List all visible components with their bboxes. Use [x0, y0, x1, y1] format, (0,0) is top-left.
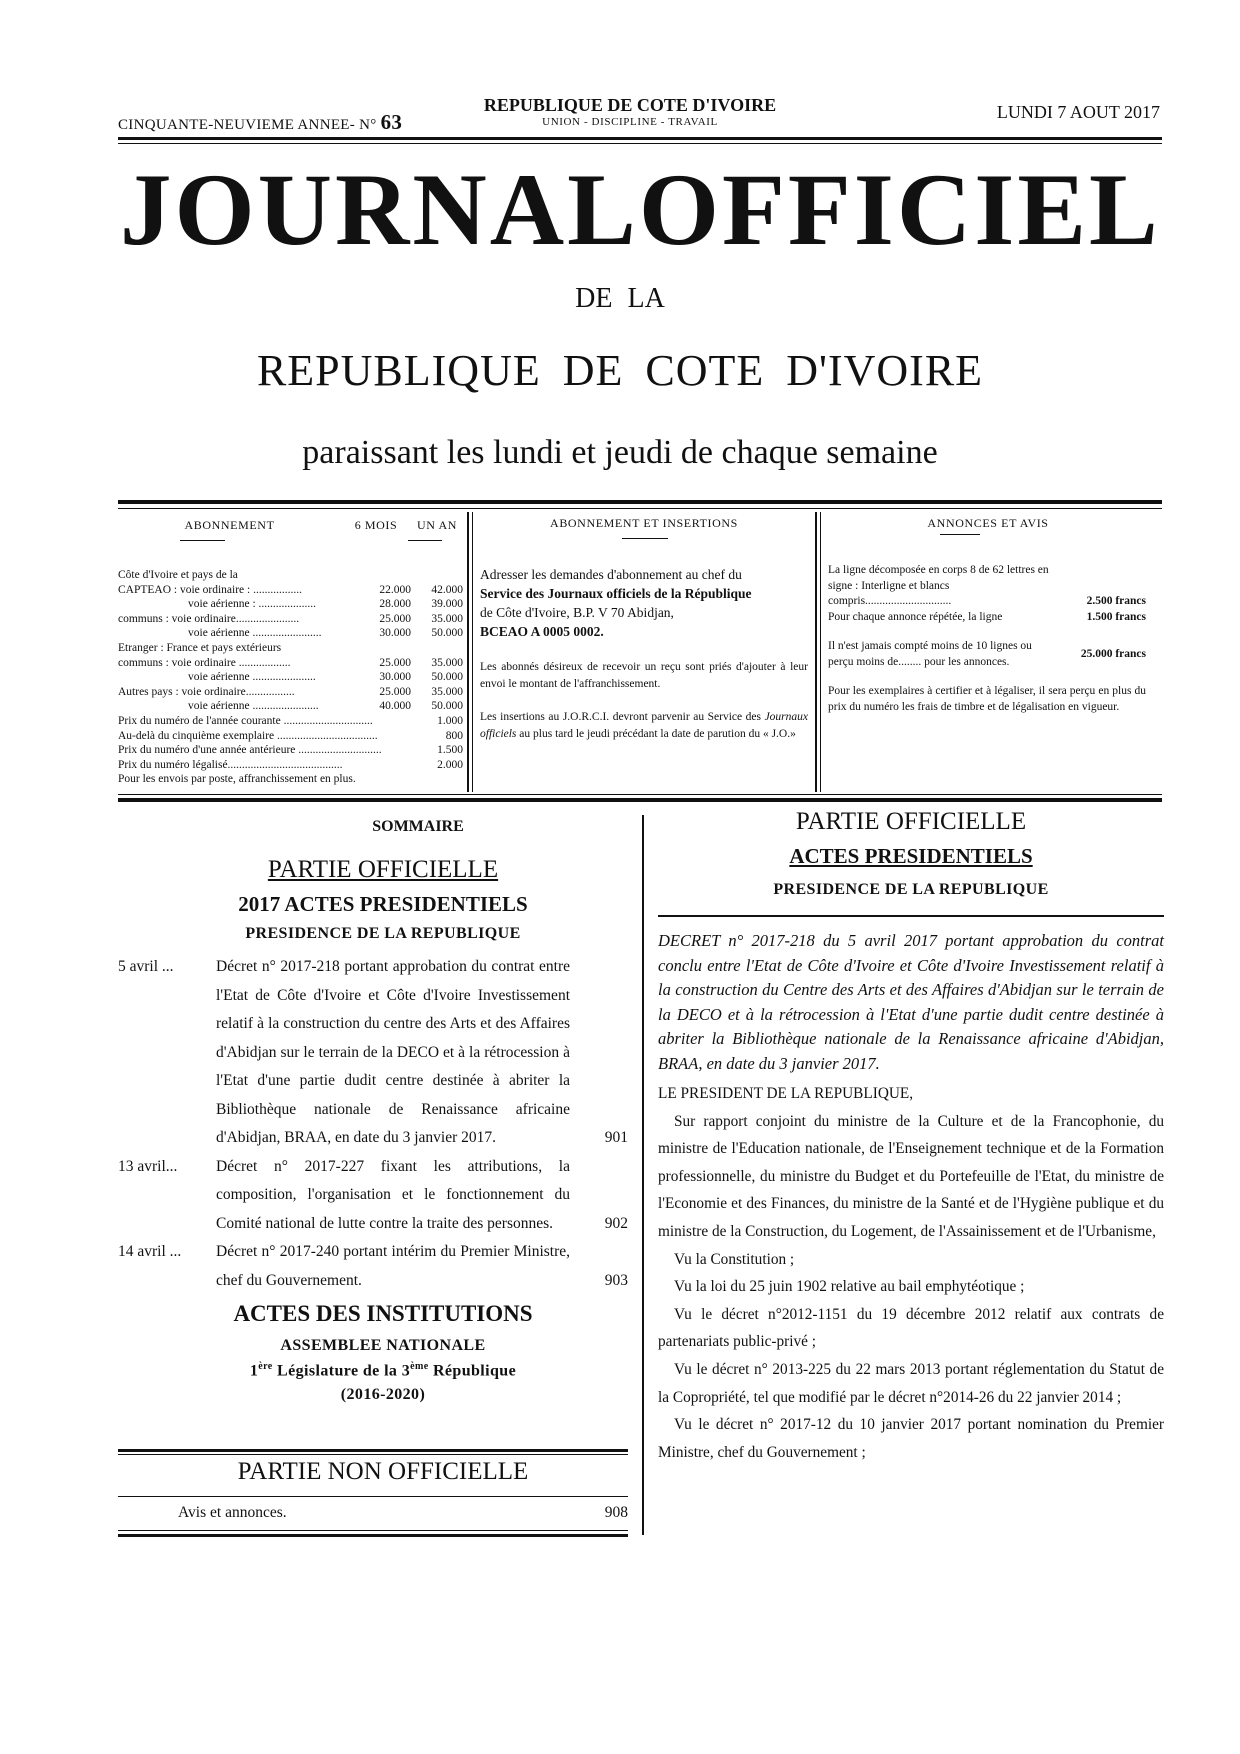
abonnement-row-6mois	[373, 714, 421, 729]
abonnement-row-label: Prix du numéro de l'année courante ...............................	[118, 714, 373, 727]
legislature-sup2: ème	[410, 1361, 429, 1372]
footer-rule	[118, 1534, 628, 1537]
header-republic-name: REPUBLIQUE DE COTE D'IVOIRE	[483, 95, 777, 115]
abonnement-row-unan: 800	[445, 729, 463, 742]
abonnement-row-unan: 2.000	[437, 758, 463, 771]
abonnement-row-unan: 1.500	[437, 744, 463, 757]
abonnement-row-label: CAPTEAO : voie ordinaire : .................	[118, 583, 302, 596]
insertions-p3	[480, 709, 808, 743]
insertions-p1-line4: BCEAO A 0005 0002.	[480, 624, 604, 639]
abonnement-row-label: Etranger : France et pays extérieurs	[118, 641, 282, 654]
annonces-row-2-price: 1.500 francs	[1086, 610, 1146, 623]
insertions-p1-line3: de Côte d'Ivoire, B.P. V 70 Abidjan,	[480, 605, 674, 620]
toc-item[interactable]	[118, 953, 628, 1153]
right-partie-officielle	[658, 808, 1164, 836]
visa-paragraph: Vu la Constitution ;	[674, 1250, 795, 1268]
box-divider-2b	[820, 512, 821, 792]
abonnement-row-label: voie aérienne .......................	[188, 700, 319, 713]
issue-number	[118, 110, 402, 135]
insertions-header: ABONNEMENT ET INSERTIONS	[550, 516, 738, 530]
abonnement-row	[118, 743, 463, 758]
abonnement-row	[118, 699, 463, 714]
abonnement-table	[118, 568, 463, 787]
box-rule-top-thin	[118, 508, 1162, 509]
toc-item[interactable]	[118, 1153, 628, 1239]
abonnement-row-unan: 39.000	[431, 598, 463, 611]
masthead-title	[120, 150, 1160, 270]
abonnement-row	[118, 685, 463, 700]
abonnement-row	[118, 568, 463, 583]
abonnement-row-label: voie aérienne ......................	[188, 671, 316, 684]
annonces-row-3-text: Il n'est jamais compté moins de 10 lignes ou perçu moins de........ pour les annonces.	[828, 640, 1032, 668]
abonnement-row-unan: 35.000	[431, 685, 463, 698]
le-president: LE PRESIDENT DE LA REPUBLIQUE,	[658, 1085, 914, 1102]
legislature-sup1: ère	[258, 1361, 273, 1372]
legislature-text-1: Législature de la 3	[272, 1362, 411, 1380]
annonces-row-3-price: 25.000 francs	[1080, 647, 1146, 660]
box-divider-1	[467, 512, 469, 792]
header-motto: UNION - DISCIPLINE - TRAVAIL	[542, 116, 718, 128]
abonnement-row-6mois	[351, 568, 411, 583]
abonnement-row-unan: 50.000	[431, 671, 463, 684]
annonces-underline	[940, 534, 980, 535]
toc-item-page: 901	[604, 1129, 628, 1146]
box-divider-1b	[472, 512, 473, 792]
abonnement-row-label: communs : voie ordinaire......................	[118, 612, 300, 625]
decret-title: DECRET n° 2017-218 du 5 avril 2017 portant approbation du contrat conclu entre l'Etat de Côte d'Ivoire et Côte d'Ivoire Investissement relatif à la construction du Centre des Arts et des Affaires d'Abidjan sur le terrain de la DECO et à la rétrocession à l'Etat d'une partie dudit centre destinée à abriter la Bibliothèque nationale de la Renaissance africaine d'Abidjan, BRAA, en date du 3 janvier 2017.	[658, 931, 1164, 1073]
toc-item-date: 14 avril ...	[118, 1243, 182, 1260]
toc-item-date: 5 avril ...	[118, 958, 174, 975]
toc-item-date: 13 avril...	[118, 1157, 178, 1175]
abonnement-col-unan: UN AN	[416, 518, 457, 532]
box-rule-top	[118, 500, 1162, 504]
abonnement-row-6mois: 22.000	[379, 583, 411, 596]
abonnement-underline	[180, 540, 225, 541]
abonnement-row-6mois	[356, 772, 413, 787]
abonnement-row	[118, 597, 463, 612]
abonnement-row-label: Côte d'Ivoire et pays de la	[118, 569, 238, 581]
sommaire-toc	[118, 953, 628, 1295]
annonces-row-2-text: Pour chaque annonce répétée, la ligne	[828, 610, 1003, 623]
sommaire-rule-thin	[118, 1454, 628, 1455]
sommaire-presidence: PRESIDENCE DE LA REPUBLIQUE	[245, 925, 521, 942]
toc-item-page: 902	[604, 1214, 628, 1232]
insertions-body	[480, 565, 808, 743]
issue-date: LUNDI 7 AOUT 2017	[996, 102, 1160, 122]
abonnement-row-unan: 42.000	[431, 583, 463, 596]
abonnement-row-label: Prix du numéro légalisé........................................	[118, 758, 343, 771]
box-rule-bottom	[118, 798, 1162, 802]
right-presidence: PRESIDENCE DE LA REPUBLIQUE	[773, 881, 1049, 898]
abonnement-header	[118, 518, 463, 533]
abonnement-row	[118, 612, 463, 627]
sommaire-assemblee: ASSEMBLEE NATIONALE	[280, 1337, 486, 1354]
abonnement-row-unan	[411, 568, 463, 583]
abonnement-row-unan: 50.000	[431, 627, 463, 640]
visa-paragraph: Sur rapport conjoint du ministre de la Culture et de la Francophonie, du ministre de l'Education nationale, de l'Enseignement technique et de la Formation professionnelle, du ministre du Budget et du Portefeuille de l'Etat, du ministre de l'Economie et des Finances, du ministre de la Santé et de l'Hygiène publique et du ministre de la Construction, du Logement, de l'Assainissement et de l'Urbanisme,	[658, 1112, 1164, 1240]
abonnement-row-unan: 50.000	[431, 700, 463, 713]
annonces-row-1-text: La ligne décomposée en corps 8 de 62 lettres en signe : Interligne et blancs compris..............................	[828, 564, 1049, 607]
abonnement-row-6mois: 25.000	[379, 656, 411, 669]
toc-avis-page: 908	[604, 1504, 628, 1521]
annonces-row-1	[828, 563, 1146, 610]
abonnement-row-label: Autres pays : voie ordinaire.................	[118, 685, 295, 698]
column-divider	[642, 815, 644, 1535]
box-divider-2	[815, 512, 817, 792]
sommaire-periode: (2016-2020)	[340, 1386, 426, 1404]
abonnement-row-unan: 1.000	[437, 714, 463, 727]
abonnement-row	[118, 714, 463, 729]
abonnement-row-unan: 35.000	[431, 612, 463, 625]
box-rule-bottom-thin	[118, 794, 1162, 795]
masthead-frequency: paraissant les lundi et jeudi de chaque semaine	[302, 434, 938, 471]
issue-number-value: 63	[380, 110, 403, 134]
sommaire-legislature	[118, 1361, 628, 1380]
insertions-p3-a: Les insertions au J.O.R.C.I. devront parvenir au Service des	[480, 711, 762, 723]
toc-item-desc: Décret n° 2017-227 fixant les attributions, la composition, l'organisation et le fonctionnement du Comité national de lutte contre la traite des personnes.	[216, 1157, 570, 1232]
masthead-republique: REPUBLIQUE DE COTE D'IVOIRE	[256, 346, 984, 395]
toc-item-desc: Décret n° 2017-240 portant intérim du Premier Ministre, chef du Gouvernement.	[216, 1243, 570, 1289]
masthead-word-journal: JOURNAL	[120, 153, 639, 267]
decret-column	[658, 808, 1164, 1466]
header-republic	[420, 95, 840, 128]
footer-rule-thin	[118, 1530, 628, 1531]
abonnement-row-label: Pour les envois par poste, affranchissement en plus.	[118, 773, 356, 786]
abonnement-row-6mois: 28.000	[379, 598, 411, 611]
sommaire-title: SOMMAIRE	[372, 818, 464, 835]
non-officielle-rule	[118, 1496, 628, 1497]
legislature-text-2: République	[428, 1362, 517, 1380]
masthead-word-officiel: OFFICIEL	[638, 153, 1161, 267]
abonnement-row-unan	[413, 772, 463, 787]
toc-item-desc: Décret n° 2017-218 portant approbation du contrat entre l'Etat de Côte d'Ivoire et Côte d'Ivoire Investissement relatif à la construction du centre des Arts et des Affaires d'Abidjan sur le terrain de la DECO et à la rétrocession à l'Etat d'une partie dudit centre destinée à abriter la Bibliothèque nationale de Renaissance africaine d'Abidjan, BRAA, en date du 3 janvier 2017.	[216, 958, 570, 1146]
right-partie-officielle-text: PARTIE OFFICIELLE	[795, 808, 1027, 835]
sommaire-column	[118, 818, 628, 1404]
abonnement-row-unan: 35.000	[431, 656, 463, 669]
abonnement-row-6mois: 25.000	[379, 685, 411, 698]
visa-paragraph: Vu le décret n°2012-1151 du 19 décembre 2012 relatif aux contrats de partenariats public-privé ;	[658, 1305, 1164, 1351]
abonnement-row-6mois: 40.000	[379, 700, 411, 713]
sommaire-actes-institutions: ACTES DES INSTITUTIONS	[233, 1301, 533, 1326]
annonces-row-2	[828, 610, 1146, 626]
issue-label: CINQUANTE-NEUVIEME ANNEE- N°	[118, 117, 377, 133]
sommaire-rule	[118, 1449, 628, 1452]
visa-paragraph: Vu le décret n° 2013-225 du 22 mars 2013 portant réglementation du Statut de la Copropriété, tel que modifié par le décret n°2014-26 du 22 janvier 2014 ;	[658, 1360, 1164, 1406]
toc-item[interactable]	[118, 1238, 628, 1295]
abonnement-row-6mois: 30.000	[379, 627, 411, 640]
visa-paragraph: Vu la loi du 25 juin 1902 relative au bail emphytéotique ;	[674, 1278, 1025, 1296]
abonnement-row	[118, 656, 463, 671]
abonnement-row-6mois: 30.000	[379, 671, 411, 684]
insertions-underline	[622, 538, 668, 539]
sommaire-actes-presidentiels: 2017 ACTES PRESIDENTIELS	[238, 892, 528, 916]
legislature-num: 1	[249, 1362, 259, 1380]
visa-paragraph: Vu le décret n° 2017-12 du 10 janvier 2017 portant nomination du Premier Ministre, chef du Gouvernement ;	[658, 1416, 1164, 1461]
abonnement-row-label: voie aérienne ........................	[188, 627, 322, 640]
abonnement-row	[118, 641, 463, 656]
abonnement-row-label: communs : voie ordinaire ..................	[118, 656, 291, 669]
annonces-row-4: Pour les exemplaires à certifier et à légaliser, il sera perçu en plus du prix du numéro les frais de timbre et de légalisation en vigueur.	[828, 685, 1146, 713]
abonnement-row	[118, 583, 463, 598]
abonnement-row-label: voie aérienne : ....................	[188, 598, 317, 611]
toc-item-page: 903	[604, 1271, 628, 1289]
right-actes-presidentiels	[658, 844, 1164, 869]
header-rule-thin	[118, 143, 1162, 144]
sommaire-non-officielle: PARTIE NON OFFICIELLE	[237, 1458, 529, 1485]
abonnement-row-label: Au-delà du cinquième exemplaire ...................................	[118, 729, 378, 742]
abonnement-row	[118, 626, 463, 641]
insertions-p3-b: Journaux officiels	[480, 711, 809, 740]
abonnement-row	[118, 772, 463, 787]
insertions-p2: Les abonnés désireux de recevoir un reçu sont priés d'ajouter à leur envoi le montant de l'affranchissement.	[480, 661, 808, 690]
abonnement-row	[118, 758, 463, 773]
annonces-row-3	[828, 639, 1146, 670]
abonnement-row-6mois	[351, 758, 411, 773]
abonnement-row-6mois	[378, 729, 424, 744]
annonces-row-1-price: 2.500 francs	[1086, 595, 1146, 607]
abonnement-row-unan	[411, 641, 463, 656]
abonnement-row-6mois: 25.000	[379, 612, 411, 625]
abonnement-row-6mois	[382, 743, 426, 758]
unan-underline	[408, 540, 442, 541]
sommaire-partie-officielle: PARTIE OFFICIELLE	[267, 856, 499, 883]
insertions-p1-line1: Adresser les demandes d'abonnement au chef du	[480, 567, 742, 582]
insertions-p3-c: au plus tard le jeudi précédant la date de parution du « J.O.»	[519, 728, 796, 740]
toc-avis-label: Avis et annonces.	[178, 1504, 287, 1521]
toc-avis[interactable]	[178, 1504, 628, 1522]
annonces-header: ANNONCES ET AVIS	[927, 516, 1049, 530]
abonnement-row-label: Prix du numéro d'une année antérieure .............................	[118, 744, 382, 757]
masthead-de-la: DE LA	[575, 283, 665, 314]
decret-rule	[658, 915, 1164, 917]
right-actes-presidentiels-text: ACTES PRESIDENTIELS	[789, 844, 1033, 868]
abonnement-row-6mois	[351, 641, 411, 656]
annonces-body	[828, 563, 1146, 715]
abonnement-row	[118, 670, 463, 685]
header-rule-top	[118, 137, 1162, 140]
abonnement-row	[118, 729, 463, 744]
abonnement-header-label: ABONNEMENT	[184, 518, 275, 532]
abonnement-col-6mois: 6 MOIS	[354, 518, 398, 532]
insertions-p1-line2: Service des Journaux officiels de la République	[480, 586, 752, 601]
